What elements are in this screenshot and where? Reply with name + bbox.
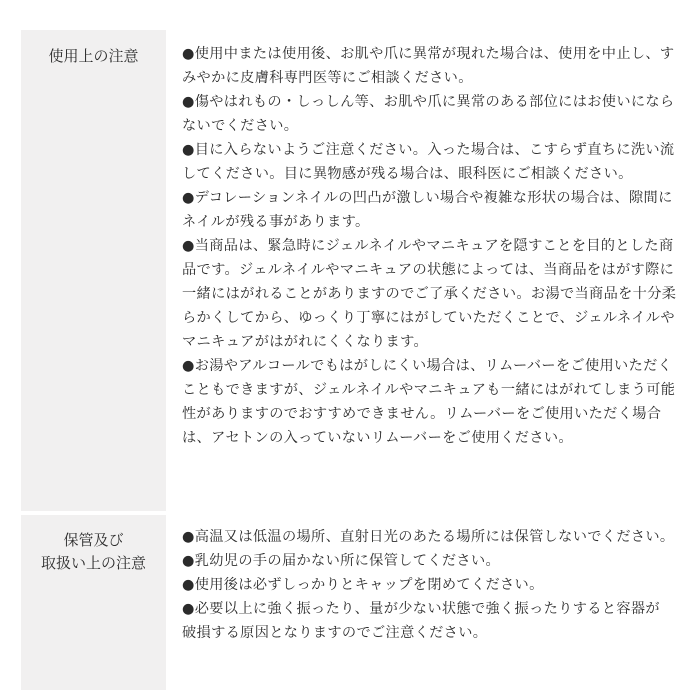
caution-item: ●目に入らないようご注意ください。入った場合は、こすらず直ちに洗い流してください。目に異物感が残る場合は、眼科医にご相談ください。	[182, 142, 675, 182]
caution-item: ●必要以上に強く振ったり、量が少ない状態で強く振ったりすると容器が 破損する原因となりますのでご注意ください。	[182, 601, 660, 641]
caution-item: ●デコレーションネイルの凹凸が激しい場合や複雑な形状の場合は、隙間にネイルが残る事があります。	[182, 190, 673, 230]
caution-table	[21, 30, 681, 690]
caution-item: ●お湯やアルコールでもはがしにくい場合は、リムーバーをご使用いただくこともできますが、ジェルネイルやマニキュアも一緒にはがれてしまう可能性がありますのでおすすめできません。リムーバーをご使用いただく場合は、アセトンの入っていないリムーバーをご使用ください。	[182, 358, 676, 446]
usage-caution-row	[21, 30, 681, 511]
storage-caution-row	[21, 515, 681, 690]
heading-line: 取扱い上の注意	[40, 554, 146, 572]
storage-caution-heading	[21, 515, 166, 690]
storage-caution-body	[166, 515, 681, 690]
heading-line: 使用上の注意	[48, 47, 139, 65]
usage-caution-body	[166, 30, 681, 511]
heading-line: 保管及び	[63, 531, 124, 549]
caution-item: ●高温又は低温の場所、直射日光のあたる場所には保管しないでください。	[182, 529, 675, 545]
caution-item: ●傷やはれもの・しっしん等、お肌や爪に異常のある部位にはお使いにならないでください。	[182, 94, 675, 134]
caution-item: ●当商品は、緊急時にジェルネイルやマニキュアを隠すことを目的とした商品です。ジェルネイルやマニキュアの状態によっては、当商品をはがす際に一緒にはがれることがありますのでご了承ください。お湯で当商品を十分柔らかくしてから、ゆっくり丁寧にはがしていただくことで、ジェルネイルやマニキュアがはがれにくくなります。	[182, 238, 677, 350]
usage-caution-heading	[21, 30, 166, 511]
caution-item: ●使用中または使用後、お肌や爪に異常が現れた場合は、使用を中止し、すみやかに皮膚科専門医等にご相談ください。	[182, 46, 675, 86]
caution-item: ●乳幼児の手の届かない所に保管してください。	[182, 553, 501, 569]
caution-item: ●使用後は必ずしっかりとキャップを閉めてください。	[182, 577, 544, 593]
